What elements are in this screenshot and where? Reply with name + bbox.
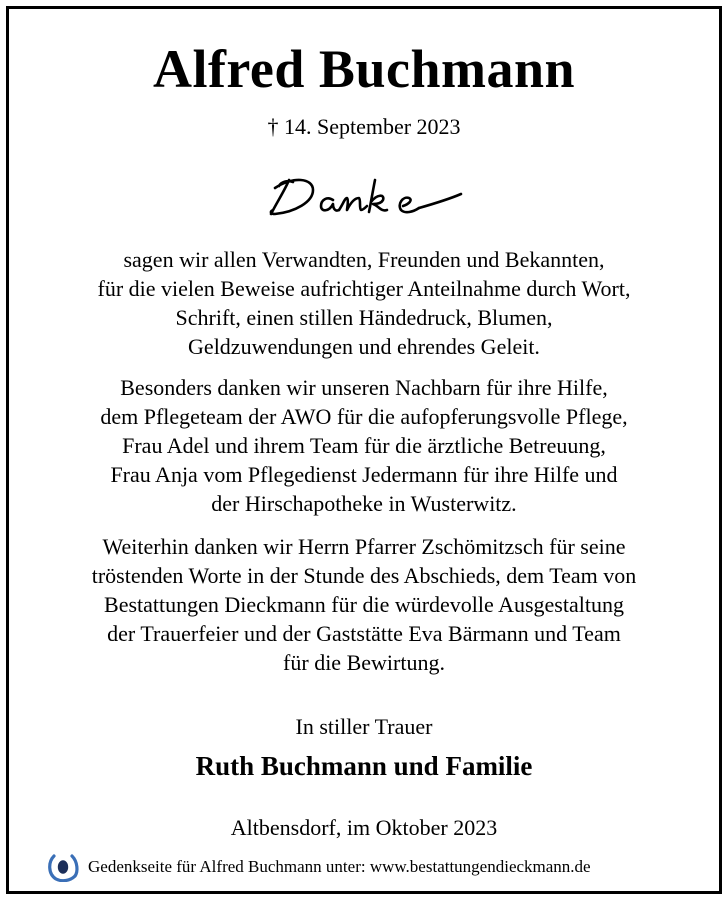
text-line: der Trauerfeier und der Gaststätte Eva Bärmann und Team bbox=[107, 621, 621, 646]
text-line: Schrift, einen stillen Händedruck, Blumen, bbox=[175, 305, 553, 330]
mourning-line: In stiller Trauer bbox=[295, 714, 433, 739]
funeral-home-logo-icon bbox=[46, 852, 80, 882]
thanks-paragraph-1 bbox=[0, 245, 728, 361]
text-line: Frau Anja vom Pflegedienst Jedermann für ihre Hilfe und bbox=[110, 462, 618, 487]
deceased-name: Alfred Buchmann bbox=[152, 39, 576, 99]
text-line: für die Bewirtung. bbox=[283, 650, 445, 675]
text-line: Geldzuwendungen und ehrendes Geleit. bbox=[188, 334, 540, 359]
place-and-date: Altbensdorf, im Oktober 2023 bbox=[230, 815, 498, 840]
thanks-paragraph-2 bbox=[0, 373, 728, 518]
text-line: der Hirschapotheke in Wusterwitz. bbox=[211, 491, 517, 516]
thanks-paragraph-3 bbox=[0, 532, 728, 677]
text-line: sagen wir allen Verwandten, Freunden und Bekannten, bbox=[123, 247, 605, 272]
text-line: Besonders danken wir unseren Nachbarn für ihre Hilfe, bbox=[120, 375, 608, 400]
memorial-page-footer bbox=[46, 852, 696, 882]
family-signature: Ruth Buchmann und Familie bbox=[195, 751, 533, 781]
text-line: für die vielen Beweise aufrichtiger Anteilnahme durch Wort, bbox=[97, 276, 631, 301]
text-line: Weiterhin danken wir Herrn Pfarrer Zschömitzsch für seine bbox=[102, 534, 626, 559]
text-line: Frau Adel und ihrem Team für die ärztliche Betreuung, bbox=[122, 433, 606, 458]
text-line: tröstenden Worte in der Stunde des Abschieds, dem Team von bbox=[91, 563, 637, 588]
memorial-page-link-text: Gedenkseite für Alfred Buchmann unter: www.bestattungendieckmann.de bbox=[88, 856, 591, 876]
danke-handwritten-signature bbox=[263, 168, 465, 224]
death-date: † 14. September 2023 bbox=[267, 114, 461, 139]
text-line: dem Pflegeteam der AWO für die aufopferungsvolle Pflege, bbox=[100, 404, 628, 429]
text-line: Bestattungen Dieckmann für die würdevolle Ausgestaltung bbox=[104, 592, 624, 617]
